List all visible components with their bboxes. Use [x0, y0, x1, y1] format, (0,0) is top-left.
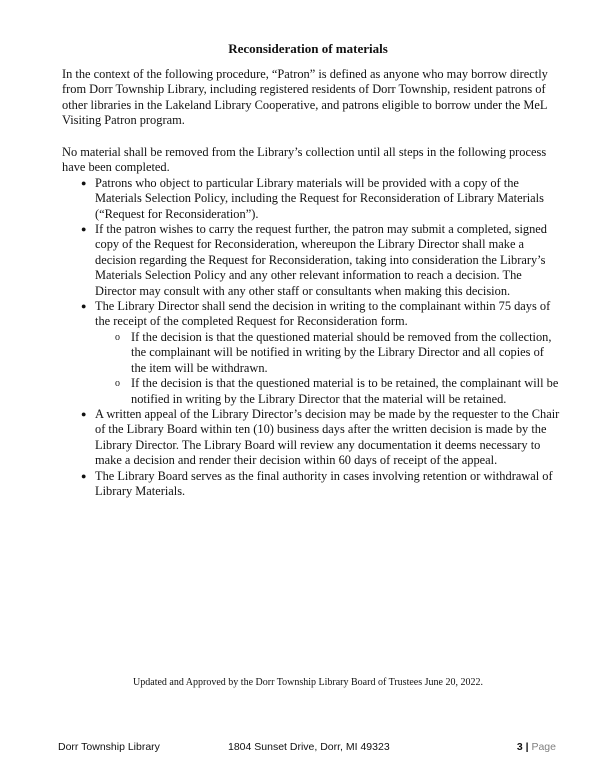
list-item [62, 299, 562, 407]
page-number: 3 [516, 741, 523, 753]
procedure-section [62, 145, 562, 499]
sub-list-item: o If the decision is that the questioned material is to be retained, the complainant will be notified in writing by the Library Director that the material will be retained. [95, 376, 562, 407]
footer-address: 1804 Sunset Drive, Dorr, MI 49323 [228, 741, 390, 753]
definition-paragraph: In the context of the following procedure, “Patron” is defined as anyone who may borrow directly from Dorr Township Library, including registered residents of Dorr Township, resident patrons of other libraries in the Lakeland Library Cooperative, and patrons eligible to borrow under the MeL Visiting Patron program. [62, 67, 548, 128]
list-item: ● If the patron wishes to carry the request further, the patron may submit a completed, signed copy of the Request for Reconsideration, whereupon the Library Director shall make a decision regarding the Request for Reconsideration, taking into consideration the Library’s Materials Selection Policy and any other relevant information to reach a decision. The Director may consult with any other staff or consultants when making this decision. [62, 222, 562, 299]
sub-list-item: o If the decision is that the questioned material should be removed from the collection, the complainant will be notified in writing by the Library Director and all copies of the item will be withdrawn. [95, 330, 562, 376]
procedure-steps-list [62, 176, 562, 500]
procedure-intro-paragraph: No material shall be removed from the Library’s collection until all steps in the following process have been completed. [62, 145, 547, 175]
page-footer [58, 740, 556, 754]
approval-note: Updated and Approved by the Dorr Township Library Board of Trustees June 20, 2022. [133, 677, 483, 688]
list-item: ● A written appeal of the Library Director’s decision may be made by the requester to the Chair of the Library Board within ten (10) business days after the written decision is made by the Library Director. The Library Board will review any documentation it deems necessary to make a decision and render their decision within 60 days of receipt of the appeal. [62, 407, 562, 469]
footer-page-indicator [517, 740, 556, 754]
list-item: ● The Library Board serves as the final authority in cases involving retention or withdrawal of Library Materials. [62, 469, 562, 500]
page-title: Reconsideration of materials [228, 41, 388, 56]
page-label: Page [531, 741, 556, 753]
footer-library-name: Dorr Township Library [58, 741, 160, 753]
page-separator: | [525, 741, 529, 753]
list-item-text: The Library Director shall send the decision in writing to the complainant within 75 days of the receipt of the completed Request for Reconsideration form. [95, 299, 551, 329]
decision-outcomes-list [95, 330, 562, 407]
list-item: ● Patrons who object to particular Library materials will be provided with a copy of the Materials Selection Policy, including the Request for Reconsideration of Library Materials (“Request for Reconsideration”). [62, 176, 562, 222]
